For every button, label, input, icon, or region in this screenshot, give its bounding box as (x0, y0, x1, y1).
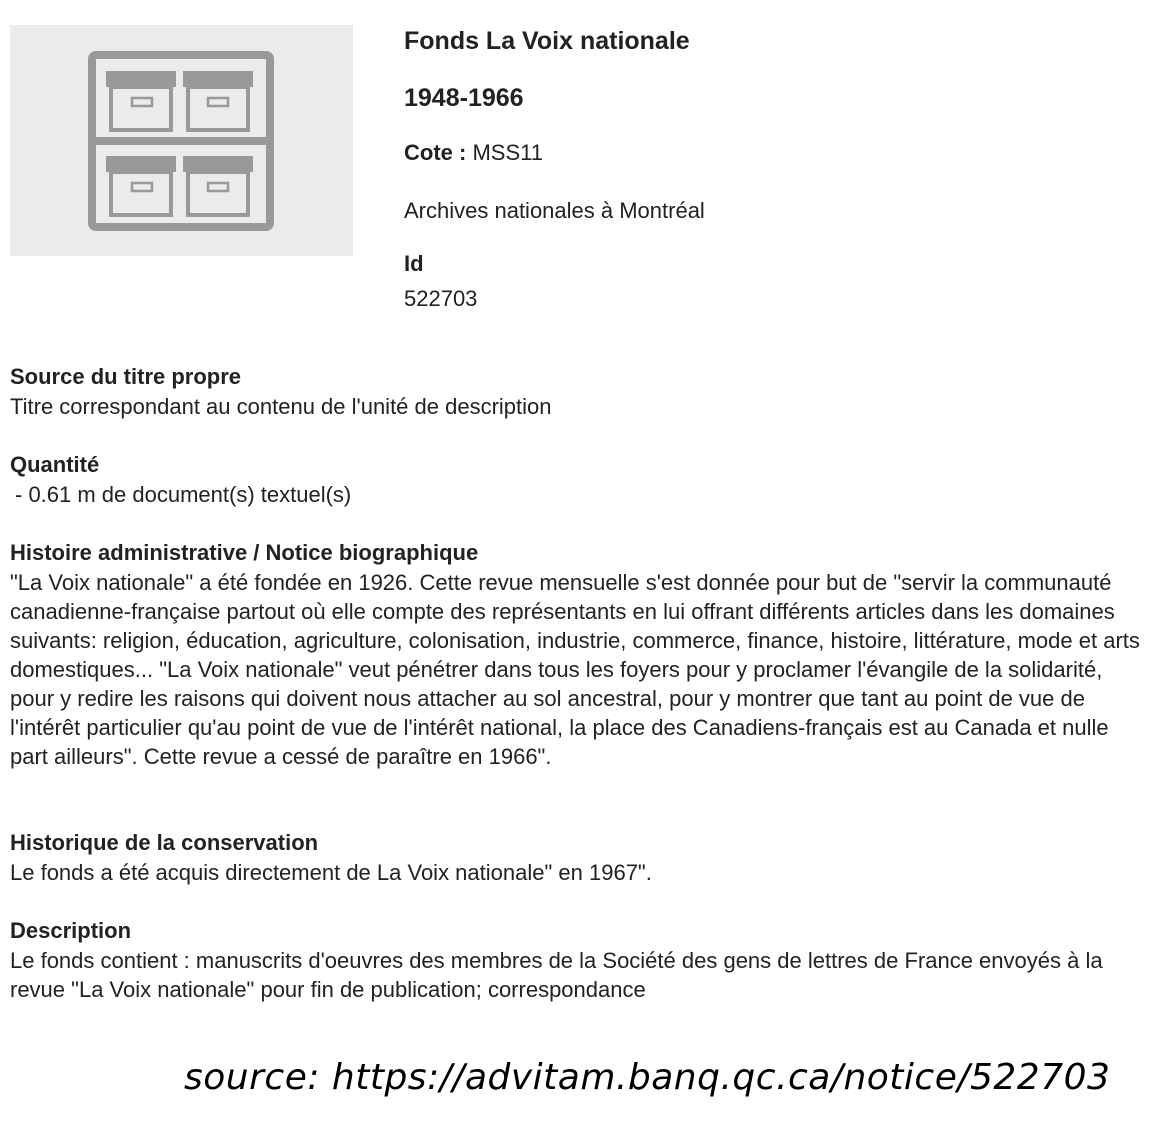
record-dates: 1948-1966 (404, 84, 524, 112)
id-value: 522703 (404, 286, 478, 311)
section-heading: Description (10, 918, 132, 943)
section-text: - 0.61 m de document(s) textuel(s) (15, 482, 352, 507)
section-quantity (10, 450, 1144, 509)
cote-value: MSS11 (466, 140, 543, 165)
section-text: "La Voix nationale" a été fondée en 1926. Cette revue mensuelle s'est donnée pour but de "servir la communauté canadienne-française partout où elle compte des représentants en lui offrant différents articles dans les domaines suivants: religion, éducation, agriculture, colonisation, industrie, commerce, finance, histoire, littérature, mode et arts domestiques... "La Voix nationale" veut pénétrer dans tous les foyers pour y proclamer l'évangile de la solidarité, pour y redire les raisons qui doivent nous attacher au sol ancestral, pour y montrer que tant au point de vue de l'intérêt particulier qu'au point de vue de l'intérêt national, la place des Canadiens-français est au Canada et nulle part ailleurs". Cette revue a cessé de paraître en 1966". (10, 570, 1140, 769)
section-heading: Historique de la conservation (10, 830, 319, 855)
id-label: Id (404, 251, 424, 276)
section-heading: Source du titre propre (10, 364, 242, 389)
section-description (10, 916, 1144, 1004)
record-repository: Archives nationales à Montréal (404, 198, 705, 223)
section-heading: Histoire administrative / Notice biographique (10, 540, 479, 565)
section-heading: Quantité (10, 452, 100, 477)
section-title-source (10, 362, 1144, 421)
cote-label: Cote : (404, 140, 467, 165)
source-caption: source: https://advitam.banq.qc.ca/notice/522703 (184, 1057, 1111, 1098)
section-custodial-history (10, 828, 1144, 887)
archive-boxes-icon (10, 25, 353, 256)
section-text: Le fonds a été acquis directement de La Voix nationale" en 1967". (10, 860, 652, 885)
record-title: Fonds La Voix nationale (404, 27, 690, 55)
section-text: Titre correspondant au contenu de l'unité de description (10, 394, 552, 419)
record-thumbnail (10, 25, 353, 256)
section-text: Le fonds contient : manuscrits d'oeuvres des membres de la Société des gens de lettres de France envoyés à la revue "La Voix nationale" pour fin de publication; correspondance (10, 948, 1103, 1002)
record-cote (404, 139, 543, 167)
section-admin-history (10, 538, 1144, 771)
record-header (404, 26, 1144, 311)
